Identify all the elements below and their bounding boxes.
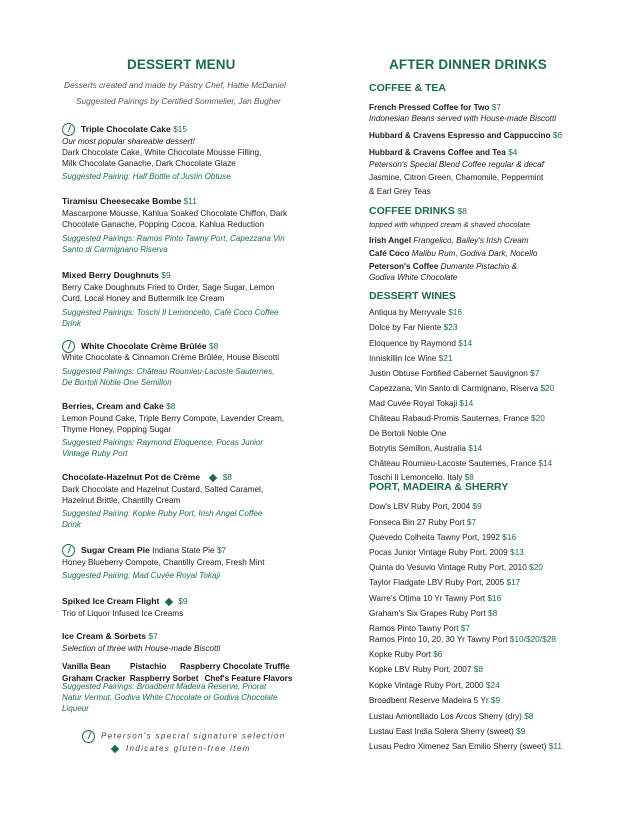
list-item [369, 443, 482, 453]
menu-item-title: White Chocolate Crème Brûlée $8 [62, 340, 218, 353]
list-item [369, 680, 500, 690]
list-item [369, 517, 476, 527]
item-name: Kopke Vintage Ruby Port, 2000 [369, 681, 484, 690]
french-press-note: Indonesian Beans served with House-made Biscotti [369, 114, 557, 123]
legend-gluten-free: Indicates gluten-free item [108, 744, 251, 753]
coffee-drink: Café Coco Malibu Rum, Godiva Dark, Nocello [369, 249, 538, 258]
item-price: $7 [530, 368, 540, 378]
item-name: Lusau Pedro Ximenez San Emilio Sherry (sweet) [369, 742, 547, 751]
item-pairing: Suggested Pairings: Broadbent Madeira Reserve, Priorat [62, 682, 267, 691]
item-price: $24 [485, 680, 500, 690]
espresso-item: Hubbard & Cravens Espresso and Cappuccino $6 [369, 130, 563, 140]
list-item [369, 532, 516, 542]
list-item [369, 741, 562, 751]
coffee-drink-cont: Godiva White Chocolate [369, 273, 458, 282]
menu-item-title: Chocolate-Hazelnut Pot de Crème $8 [62, 472, 233, 482]
item-price: $20 [531, 413, 545, 423]
item-tag: Indiana State Pie [152, 545, 215, 555]
item-price: $16 [448, 307, 463, 317]
item-price: $8 [464, 472, 474, 482]
list-item [369, 307, 462, 317]
flavor-name: Graham Cracker [62, 674, 126, 683]
item-pairing: Suggested Pairing: Mad Cuvée Royal Tokaji [62, 571, 221, 580]
item-price: $17 [506, 577, 521, 587]
tea-list: & Earl Grey Teas [369, 187, 431, 196]
item-price: $13 [509, 547, 524, 557]
item-name: Lustau Amontillado Los Arcos Sherry (dry) [369, 712, 522, 721]
signature-icon [82, 730, 95, 743]
list-item [369, 577, 520, 587]
item-name: Ramos Pinto Tawny Port [369, 624, 459, 633]
item-description: Berry Cake Doughnuts Fried to Order, Sage Sugar, Lemon [62, 283, 275, 292]
dessert-menu-title: DESSERT MENU [127, 57, 236, 72]
list-item [369, 368, 539, 378]
flavor-name: Pistachio [130, 662, 167, 671]
item-price: $23 [443, 322, 458, 332]
menu-item-title: Mixed Berry Doughnuts $9 [62, 270, 171, 280]
dessert-wines-heading: DESSERT WINES [369, 290, 456, 302]
signature-icon [62, 544, 75, 557]
item-description: Mascarpone Mousse, Kahlua Soaked Chocolate Chiffon, Dark [62, 209, 288, 218]
item-pairing: Suggested Pairings: Raymond Eloquence, Pocas Junior [62, 438, 264, 447]
coffee-tea-heading: COFFEE & TEA [369, 82, 447, 94]
item-pairing: De Bortoli Noble One Semillon [62, 378, 172, 387]
item-description: Trio of Liquor Infused Ice Creams [62, 609, 184, 618]
item-name: Dow's LBV Ruby Port, 2004 [369, 502, 471, 511]
item-pairing: Natur Vermut, Godiva White Chocolate or Godiva Chocolate [62, 693, 278, 702]
menu-item-title: Spiked Ice Cream Flight $9 [62, 596, 188, 606]
list-item [369, 383, 554, 393]
menu-item-title: Ice Cream & Sorbets $7 [62, 631, 158, 641]
gluten-free-icon [111, 745, 119, 753]
coffee-drink: Peterson's Coffee Dumante Pistachio & [369, 262, 518, 271]
coffee-drink: Irish Angel Frangelico, Bailey's Irish Cream [369, 236, 529, 245]
list-item [369, 322, 457, 332]
item-pairing: Santo di Carmignano Riserva [62, 245, 168, 254]
item-price: $14 [538, 458, 553, 468]
item-pairing: Suggested Pairings: Château Roumieu-Lacoste Sauternes, [62, 367, 275, 376]
item-price: $16 [487, 593, 502, 603]
item-pairing: Drink [62, 520, 81, 529]
item-price: $8 [524, 711, 534, 721]
item-pairing: Suggested Pairings: Toschi Il Lemoncello, Café Coco Coffee [62, 308, 279, 317]
item-price: $14 [458, 338, 473, 348]
item-name: Taylor Fladgate LBV Ruby Port, 2005 [369, 578, 505, 587]
item-tagline: Our most popular shareable dessert! [62, 137, 195, 146]
french-press-item: French Pressed Coffee for Two $7 [369, 102, 501, 112]
item-name: Mad Cuvée Royal Tokaji [369, 399, 458, 408]
item-description: Curd, Local Honey and Buttermilk Ice Cream [62, 294, 225, 303]
list-item [369, 695, 500, 705]
item-name: Dolce by Far Niente [369, 323, 442, 332]
item-price: $21 [438, 353, 453, 363]
list-item [369, 458, 552, 468]
item-name: Château Rabaud-Promis Sauternes, France [369, 414, 529, 423]
item-price: $20 [529, 562, 543, 572]
item-price: $14 [468, 443, 483, 453]
list-item [369, 353, 452, 363]
item-name: Pocas Junior Vintage Ruby Port, 2009 [369, 548, 508, 557]
list-item [369, 428, 446, 438]
tea-list: Jasmine, Citron Green, Chamomile, Peppermint [369, 173, 544, 182]
sommelier-credit: Suggested Pairings by Certified Sommelier, Jan Bugher [76, 96, 281, 106]
legend-signature: Peterson's special signature selection [82, 730, 286, 743]
item-name: Lustau East India Solera Sherry (sweet) [369, 727, 514, 736]
flavor-name: Raspberry Sorbet [129, 674, 199, 683]
item-name: Eloquence by Raymond [369, 339, 456, 348]
item-name: Justin Obtuse Fortified Cabernet Sauvignon [369, 369, 528, 378]
flavor-name: Vanilla Bean [62, 662, 111, 671]
list-item [369, 649, 442, 659]
menu-item-title: Sugar Cream Pie Indiana State Pie $7 [62, 544, 226, 557]
menu-item-title: Tiramisu Cheesecake Bombe $11 [62, 196, 197, 206]
item-description: Lemon Pound Cake, Triple Berry Compote, Lavender Cream, [62, 414, 285, 423]
item-description: Milk Chocolate Ganache, Dark Chocolate Glaze [62, 159, 236, 168]
menu-item-title: Triple Chocolate Cake $15 [62, 123, 187, 136]
menu-item-title: Berries, Cream and Cake $8 [62, 401, 176, 411]
item-name: De Bortoli Noble One [369, 429, 447, 438]
item-description: Dark Chocolate Cake, White Chocolate Mousse Filling, [62, 148, 262, 157]
item-name: Capezzana, Vin Santo di Carmignano, Riserva [369, 384, 539, 393]
item-price: $6 [433, 649, 443, 659]
list-item [369, 338, 472, 348]
coffee-drinks-heading: COFFEE DRINKS $8 [369, 205, 467, 217]
item-description: Honey Blueberry Compote, Chantilly Cream, Fresh Mint [62, 558, 265, 567]
list-item [369, 711, 533, 721]
item-description: White Chocolate & Cinnamon Crème Brûlée, House Biscotti [62, 353, 280, 362]
item-price: $8 [487, 608, 498, 618]
coffee-drinks-note: topped with whipped cream & shaved chocolate [369, 220, 530, 229]
item-pairing: Suggested Pairing: Kopke Ruby Port, Irish Angel Coffee [62, 509, 263, 518]
item-name: Quevedo Colheita Tawny Port, 1992 [369, 533, 500, 542]
item-description: Dark Chocolate and Hazelnut Custard, Salted Caramel, [62, 485, 264, 494]
item-pairing: Drink [62, 319, 81, 328]
blend-note: Peterson's Special Blend Coffee regular & decaf [369, 160, 544, 169]
item-price: $9 [516, 726, 526, 736]
item-name: Botrytis Semillon, Australia [369, 444, 466, 453]
after-dinner-title: AFTER DINNER DRINKS [389, 57, 547, 72]
coffee-tea-item: Hubbard & Cravens Coffee and Tea $4 [369, 147, 518, 157]
item-name: Graham's Six Grapes Ruby Port [369, 609, 486, 618]
item-price: $7 [460, 623, 471, 633]
list-item [369, 413, 545, 423]
pastry-chef-credit: Desserts created and made by Pastry Chef, Hattie McDaniel [64, 80, 286, 90]
item-description: Selection of three with House-made Biscotti [62, 644, 221, 653]
list-item [369, 501, 482, 511]
item-pairing: Liqueur [62, 704, 90, 713]
item-price: $11 [548, 741, 562, 751]
item-name: Toschi Il Lemoncello. Italy [369, 473, 463, 482]
port-madeira-heading: PORT, MADEIRA & SHERRY [369, 481, 509, 493]
flavor-name: Raspberry Chocolate Truffle [180, 662, 290, 671]
item-name: Warre's Otima 10 Yr Tawny Port [369, 594, 486, 603]
list-item [369, 726, 525, 736]
item-pairing: Vintage Ruby Port [62, 449, 128, 458]
list-item [369, 623, 470, 633]
signature-icon [62, 123, 75, 136]
item-name: Antiqua by Merryvale [369, 308, 446, 317]
item-price: $14 [459, 398, 474, 408]
item-description: Chocolate Ganache, Popping Cocoa, Kahlua Reduction [62, 220, 265, 229]
item-description: Hazelnut Brittle, Chantilly Cream [62, 496, 181, 505]
item-price: $7 [466, 517, 477, 527]
item-price: $9 [490, 695, 501, 705]
item-name: Quinta do Vesuvio Vintage Ruby Port, 2010 [369, 563, 527, 572]
item-name: Kopke Ruby Port [369, 650, 431, 659]
item-name: Ramos Pinto 10, 20, 30 Yr Tawny Port [369, 635, 508, 644]
item-name: Fonseca Bin 27 Ruby Port [369, 518, 465, 527]
list-item [369, 593, 501, 603]
item-name: Broadbent Reserve Madeira 5 Yr [369, 696, 489, 705]
item-pairing: Suggested Pairing: Half Bottle of Justin Obtuse [62, 172, 231, 181]
item-name: Kopke LBV Ruby Port, 2007 [369, 665, 472, 674]
list-item [369, 608, 497, 618]
item-price: $9 [472, 501, 482, 511]
item-price: $20 [540, 383, 555, 393]
flavor-name: Chef's Feature Flavors [204, 674, 293, 683]
list-item [369, 562, 543, 572]
item-price: $8 [473, 664, 483, 674]
item-name: Inniskillin Ice Wine [369, 354, 437, 363]
item-price: $16 [502, 532, 517, 542]
item-description: Thyme Honey, Popping Sugar [62, 425, 172, 434]
gluten-free-icon [209, 473, 217, 481]
gluten-free-icon [165, 597, 173, 605]
list-item [369, 664, 483, 674]
item-pairing: Suggested Pairings: Ramos Pinto Tawny Port, Capezzana Vin [62, 234, 285, 243]
item-name: Château Roumieu-Lacoste Sauternes, France [369, 459, 537, 468]
list-item [369, 634, 556, 644]
list-item [369, 398, 473, 408]
list-item [369, 547, 524, 557]
item-price: $10/$20/$28 [509, 634, 556, 644]
